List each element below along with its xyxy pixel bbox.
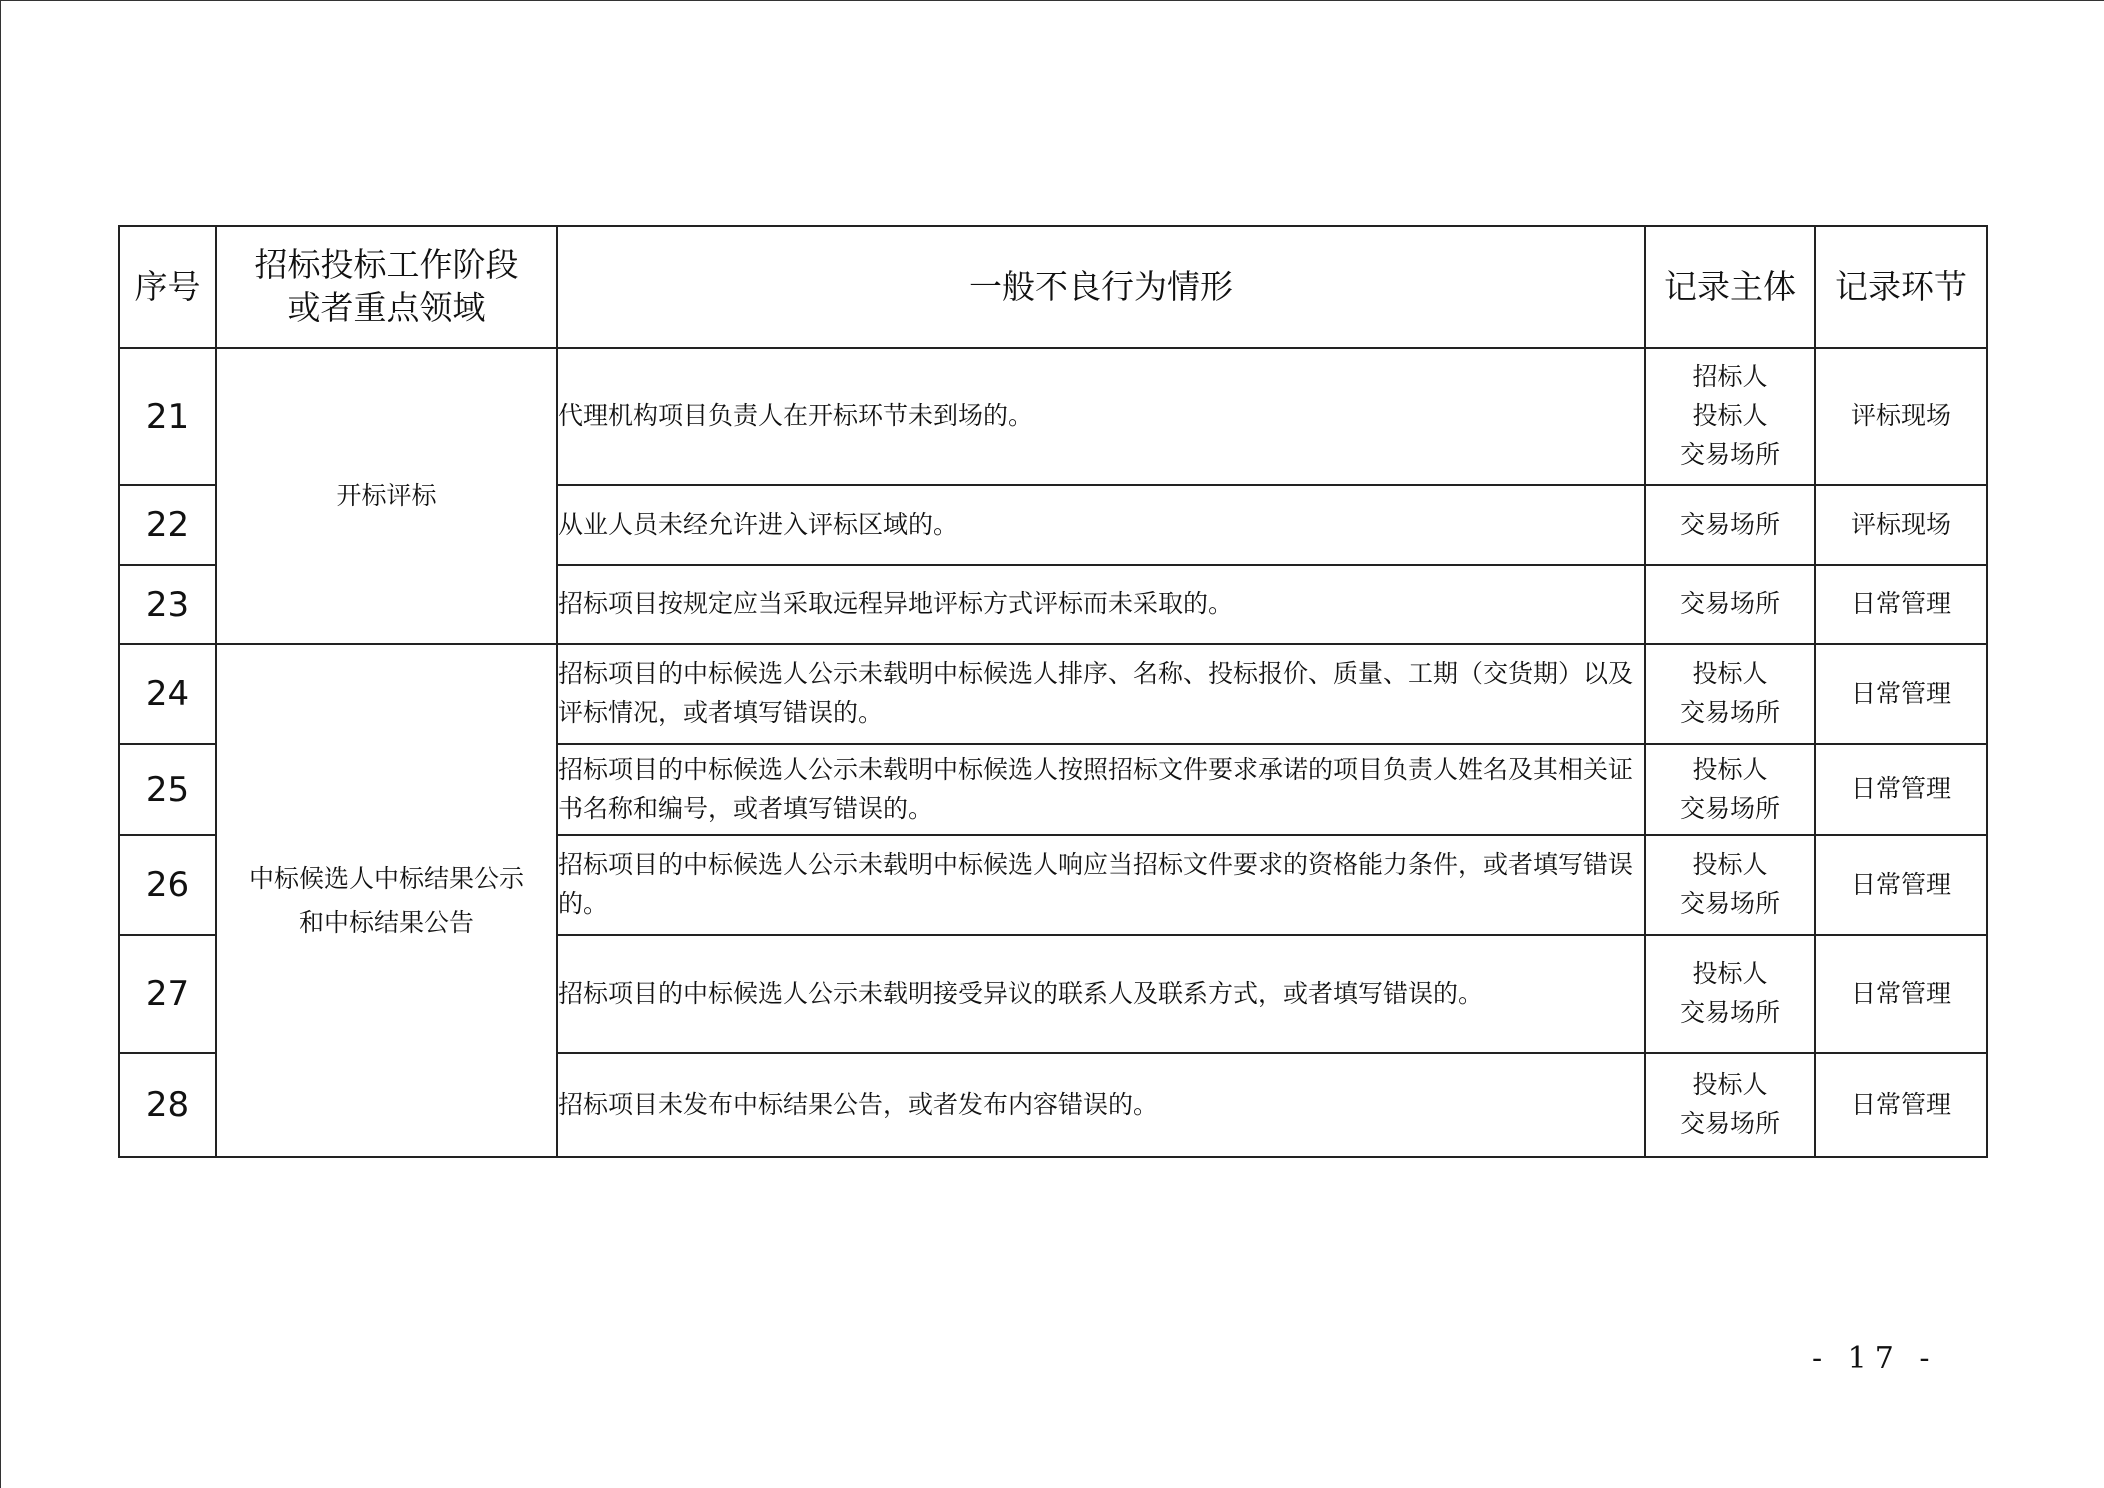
row-description: 招标项目的中标候选人公示未载明中标候选人排序、名称、投标报价、质量、工期（交货期）以及评标情况，或者填写错误的。 [557,644,1645,744]
row-step: 评标现场 [1815,485,1987,565]
row-recorder [1645,565,1815,644]
row-number: 23 [119,565,216,644]
row-recorder [1645,644,1815,744]
recorder-line: 交易场所 [1679,793,1780,823]
recorder-line: 投标人 [1692,959,1768,989]
table-row [119,644,1987,744]
recorder-line: 交易场所 [1679,439,1780,469]
row-number: 25 [119,744,216,835]
row-description: 代理机构项目负责人在开标环节未到场的。 [557,348,1645,485]
row-description: 招标项目的中标候选人公示未载明中标候选人按照招标文件要求承诺的项目负责人姓名及其相关证书名称和编号，或者填写错误的。 [557,744,1645,835]
page-border-top [0,0,2104,1]
header-step: 记录环节 [1815,226,1987,348]
row-recorder [1645,744,1815,835]
table-header-row [119,226,1987,348]
row-number: 22 [119,485,216,565]
row-description: 招标项目的中标候选人公示未载明接受异议的联系人及联系方式，或者填写错误的。 [557,935,1645,1053]
header-stage-line1: 招标投标工作阶段 [254,245,519,285]
row-number: 27 [119,935,216,1053]
row-step: 日常管理 [1815,1053,1987,1157]
row-description: 招标项目未发布中标结果公告，或者发布内容错误的。 [557,1053,1645,1157]
row-number: 24 [119,644,216,744]
row-step: 日常管理 [1815,835,1987,935]
recorder-line: 交易场所 [1679,698,1780,727]
stage-publicity-line1: 中标候选人中标结果公示 [248,863,524,893]
row-recorder [1645,835,1815,935]
row-step: 日常管理 [1815,935,1987,1053]
recorder-line: 投标人 [1692,401,1768,431]
row-description: 招标项目的中标候选人公示未载明中标候选人响应当招标文件要求的资格能力条件，或者填写错误的。 [557,835,1645,935]
stage-publicity [216,644,557,1157]
header-recorder: 记录主体 [1645,226,1815,348]
row-number: 21 [119,348,216,485]
row-recorder [1645,348,1815,485]
page-border-left [0,0,1,1488]
recorder-line: 投标人 [1692,659,1768,689]
row-step: 评标现场 [1815,348,1987,485]
row-description: 从业人员未经允许进入评标区域的。 [557,485,1645,565]
row-number: 28 [119,1053,216,1157]
row-recorder [1645,1053,1815,1157]
header-no: 序号 [119,226,216,348]
recorder-line: 交易场所 [1679,589,1780,619]
recorder-line: 交易场所 [1679,1109,1780,1138]
recorder-line: 交易场所 [1679,998,1780,1027]
recorder-line: 投标人 [1692,754,1768,784]
recorder-line: 交易场所 [1679,509,1780,539]
row-recorder [1645,485,1815,565]
stage-opening: 开标评标 [216,348,557,644]
row-step: 日常管理 [1815,565,1987,644]
row-step: 日常管理 [1815,744,1987,835]
row-step: 日常管理 [1815,644,1987,744]
row-description: 招标项目按规定应当采取远程异地评标方式评标而未采取的。 [557,565,1645,644]
page-number: - 17 - [1812,1341,1938,1376]
recorder-line: 投标人 [1692,850,1768,880]
header-behavior: 一般不良行为情形 [557,226,1645,348]
recorder-line: 招标人 [1692,362,1768,392]
table-row [119,348,1987,485]
stage-publicity-line2: 和中标结果公告 [298,907,474,937]
recorder-line: 交易场所 [1679,889,1780,918]
header-stage [216,226,557,348]
recorder-line: 投标人 [1692,1070,1768,1100]
bad-behavior-table [118,225,1988,1158]
row-number: 26 [119,835,216,935]
header-stage-line2: 或者重点领域 [287,288,486,327]
row-recorder [1645,935,1815,1053]
